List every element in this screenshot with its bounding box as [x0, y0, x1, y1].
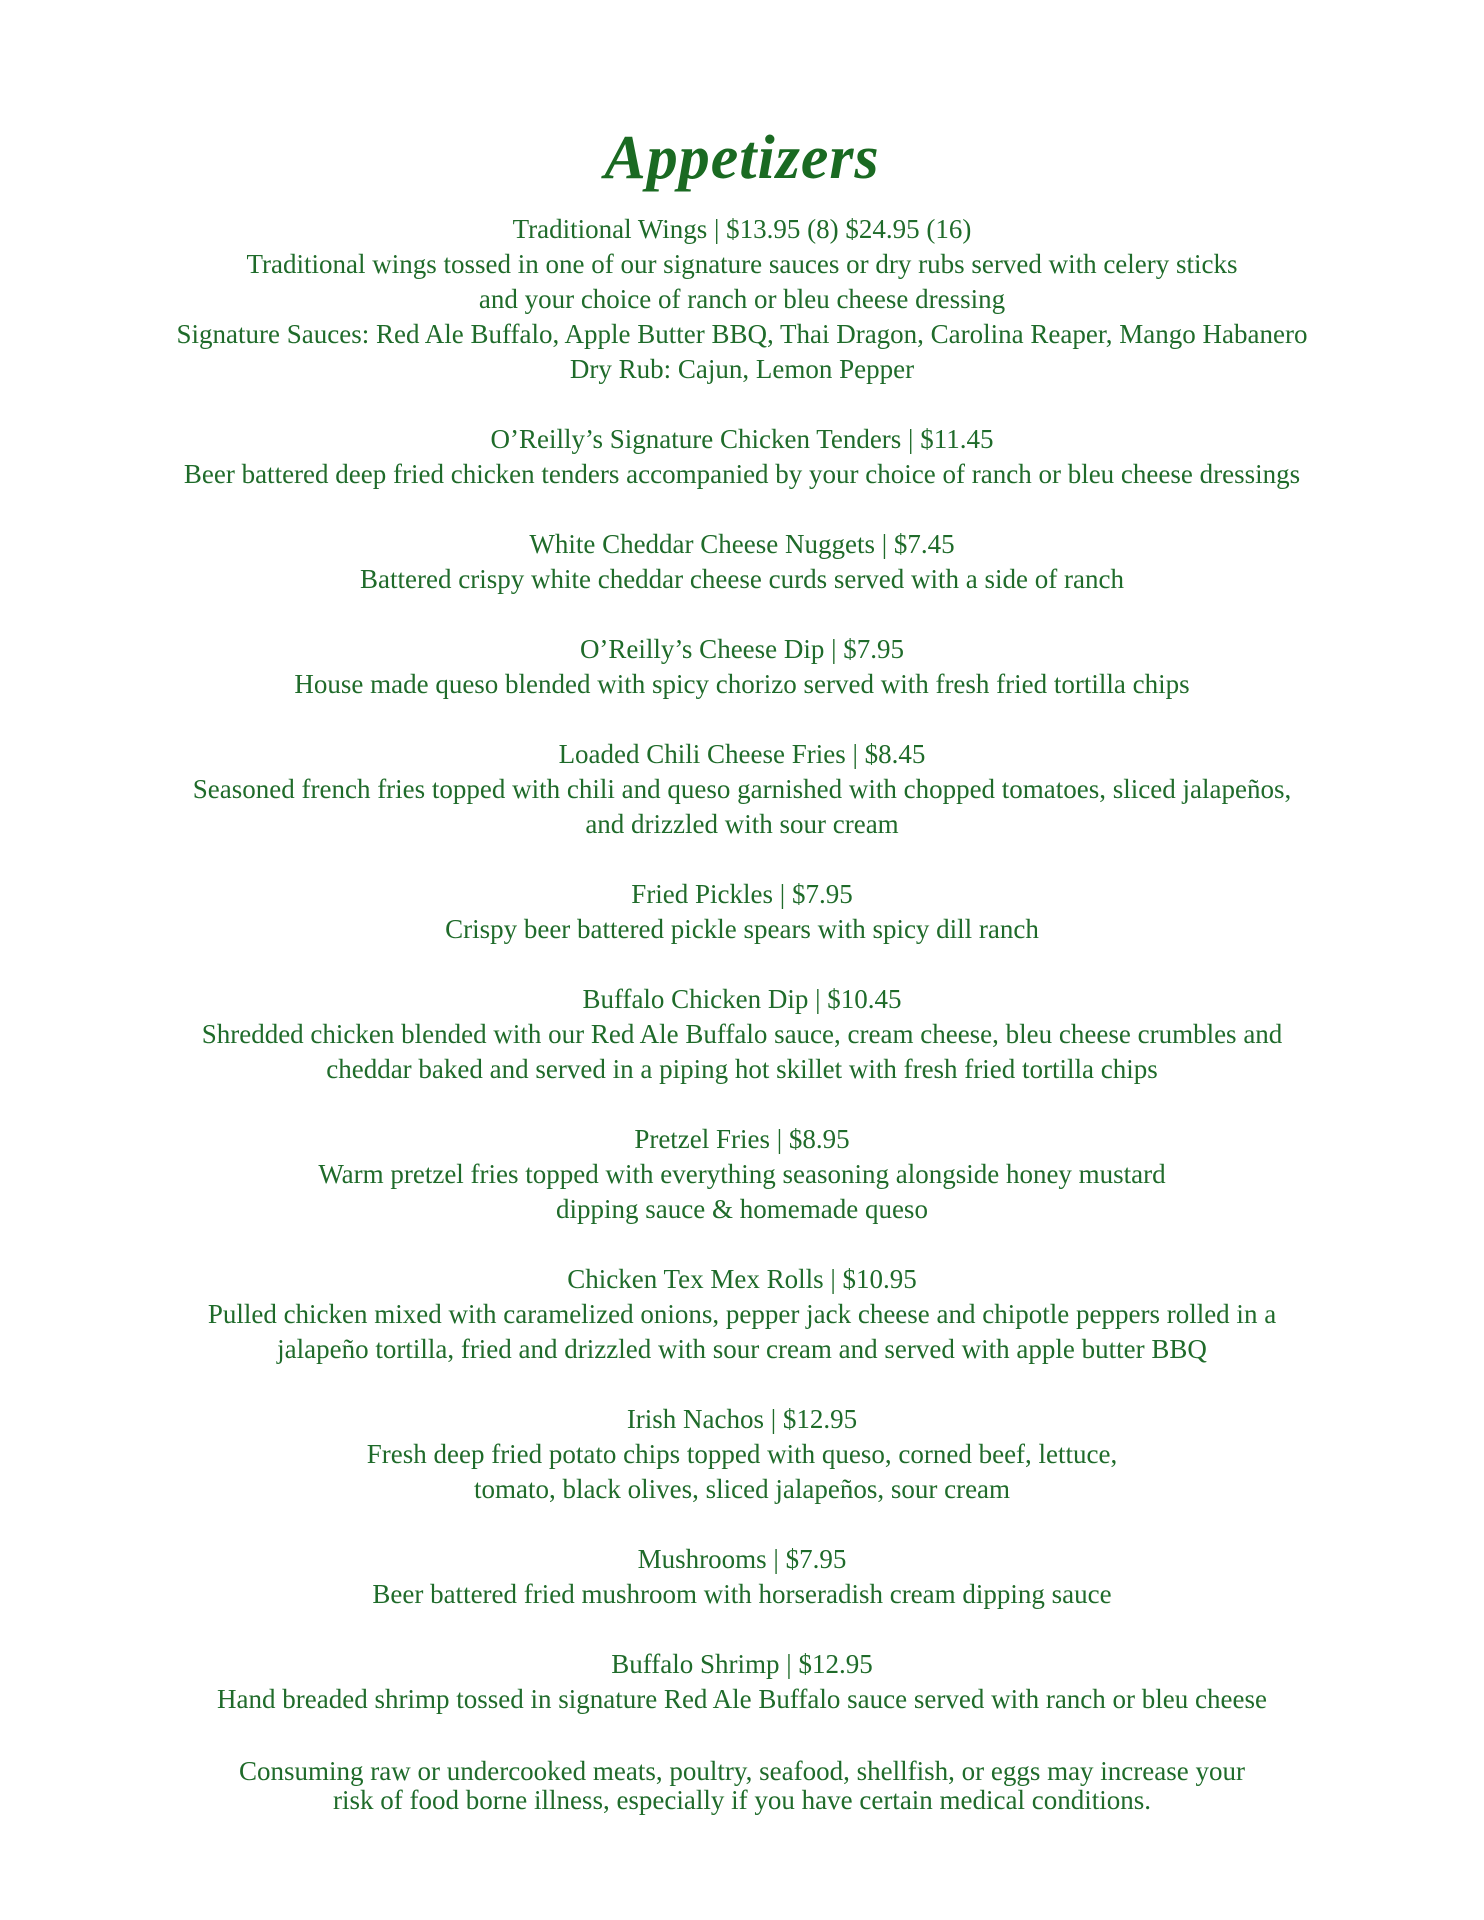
- menu-item: [0, 422, 1484, 492]
- menu-item-description: Battered crispy white cheddar cheese curds served with a side of ranch: [360, 564, 1124, 594]
- menu-item-description: Fresh deep fried potato chips topped with queso, corned beef, lettuce,: [366, 1439, 1118, 1469]
- menu-item: [0, 632, 1484, 702]
- menu-item-heading: Chicken Tex Mex Rolls | $10.95: [567, 1264, 917, 1294]
- menu-item: [0, 1647, 1484, 1717]
- menu-item: [0, 1262, 1484, 1367]
- menu-item-heading: Loaded Chili Cheese Fries | $8.45: [558, 739, 926, 769]
- menu-item-description: dipping sauce & homemade queso: [556, 1194, 928, 1224]
- menu-item: [0, 1122, 1484, 1227]
- menu-item-description: jalapeño tortilla, fried and drizzled with sour cream and served with apple butter BBQ: [277, 1334, 1207, 1364]
- menu-item-description: Seasoned french fries topped with chili and queso garnished with chopped tomatoes, sliced jalapeños,: [192, 774, 1292, 804]
- menu-item: [0, 1542, 1484, 1612]
- menu-item: [0, 877, 1484, 947]
- page-title: Appetizers: [604, 124, 880, 192]
- menu-item-description: Beer battered fried mushroom with horseradish cream dipping sauce: [372, 1579, 1112, 1609]
- menu-item-heading: White Cheddar Cheese Nuggets | $7.45: [529, 529, 955, 559]
- menu-item-heading: Traditional Wings | $13.95 (8) $24.95 (16): [512, 214, 972, 244]
- menu-item-description: Warm pretzel fries topped with everything seasoning alongside honey mustard: [318, 1159, 1166, 1189]
- menu-item-description: and your choice of ranch or bleu cheese dressing: [478, 284, 1006, 314]
- menu-item: [0, 737, 1484, 842]
- menu-item-description: Beer battered deep fried chicken tenders accompanied by your choice of ranch or bleu cheese dressings: [183, 459, 1301, 489]
- menu-item-heading: Buffalo Chicken Dip | $10.45: [582, 984, 902, 1014]
- menu-item-heading: Irish Nachos | $12.95: [626, 1404, 858, 1434]
- menu-item-description: Pulled chicken mixed with caramelized onions, pepper jack cheese and chipotle peppers rolled in a: [207, 1299, 1277, 1329]
- disclaimer-line: risk of food borne illness, especially if you have certain medical conditions.: [332, 1785, 1151, 1815]
- menu-item-heading: Fried Pickles | $7.95: [631, 879, 853, 909]
- menu-item-description: cheddar baked and served in a piping hot skillet with fresh fried tortilla chips: [326, 1054, 1158, 1084]
- menu-item-description: Crispy beer battered pickle spears with spicy dill ranch: [445, 914, 1039, 944]
- menu-item-heading: Buffalo Shrimp | $12.95: [611, 1649, 873, 1679]
- menu-item-description: Traditional wings tossed in one of our signature sauces or dry rubs served with celery sticks: [246, 249, 1238, 279]
- menu-item-description: and drizzled with sour cream: [585, 809, 899, 839]
- menu-item-heading: O’Reilly’s Signature Chicken Tenders | $11.45: [490, 424, 994, 454]
- menu-item: [0, 1402, 1484, 1507]
- menu-item-description: tomato, black olives, sliced jalapeños, sour cream: [473, 1474, 1011, 1504]
- menu-item-list: [0, 212, 1484, 1752]
- menu-item-description: Shredded chicken blended with our Red Ale Buffalo sauce, cream cheese, bleu cheese crumbles and: [201, 1019, 1283, 1049]
- menu-item-description: Dry Rub: Cajun, Lemon Pepper: [569, 354, 915, 384]
- menu-item-description: Signature Sauces: Red Ale Buffalo, Apple Butter BBQ, Thai Dragon, Carolina Reaper, Mango Habanero: [176, 319, 1308, 349]
- menu-item-heading: O’Reilly’s Cheese Dip | $7.95: [579, 634, 905, 664]
- menu-item: [0, 982, 1484, 1087]
- menu-item-description: House made queso blended with spicy chorizo served with fresh fried tortilla chips: [294, 669, 1190, 699]
- disclaimer-line: Consuming raw or undercooked meats, poultry, seafood, shellfish, or eggs may increase your: [238, 1756, 1245, 1786]
- food-safety-disclaimer: [0, 1757, 1484, 1815]
- menu-item-heading: Mushrooms | $7.95: [637, 1544, 847, 1574]
- menu-item-heading: Pretzel Fries | $8.95: [634, 1124, 850, 1154]
- menu-item: [0, 527, 1484, 597]
- menu-item-description: Hand breaded shrimp tossed in signature Red Ale Buffalo sauce served with ranch or bleu cheese: [217, 1684, 1267, 1714]
- menu-item: [0, 212, 1484, 387]
